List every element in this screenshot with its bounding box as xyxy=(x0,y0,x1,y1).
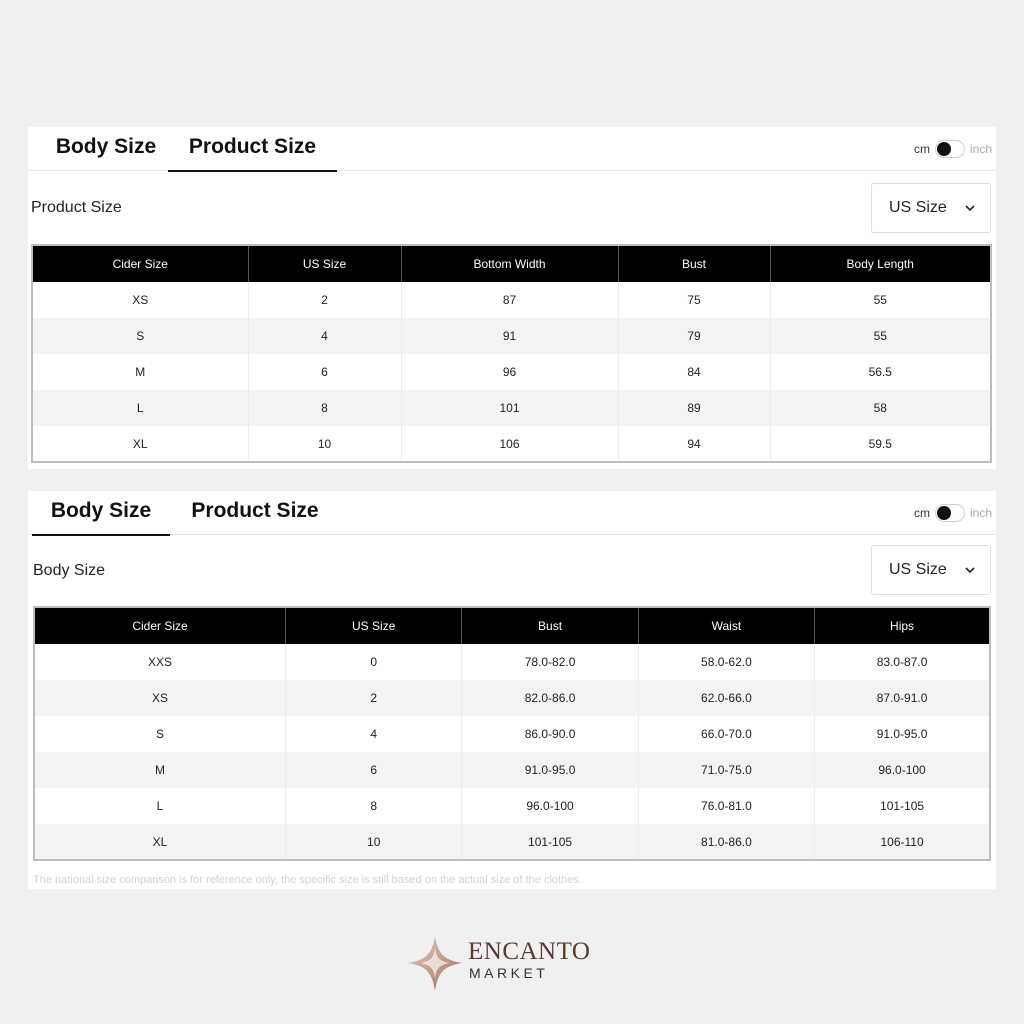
table-cell: 78.0-82.0 xyxy=(462,644,638,680)
table-cell: S xyxy=(34,716,286,752)
select-value: US Size xyxy=(889,199,947,216)
tab-product-size[interactable]: Product Size xyxy=(168,127,337,171)
product-size-panel xyxy=(28,127,996,469)
table-cell: L xyxy=(34,788,286,824)
table-cell: 91 xyxy=(401,318,618,354)
table-cell: 71.0-75.0 xyxy=(638,752,814,788)
table-cell: 101-105 xyxy=(462,824,638,860)
table-cell: 87 xyxy=(401,282,618,318)
table-cell: 58 xyxy=(770,390,991,426)
table-cell: 10 xyxy=(286,824,462,860)
table-cell: 79 xyxy=(618,318,770,354)
table-cell: 87.0-91.0 xyxy=(815,680,990,716)
table-cell: 106 xyxy=(401,426,618,462)
tab-product-size[interactable]: Product Size xyxy=(191,499,319,522)
product-size-table xyxy=(31,244,992,463)
table-cell: 62.0-66.0 xyxy=(638,680,814,716)
size-standard-select[interactable] xyxy=(871,545,991,595)
table-row xyxy=(34,752,990,788)
chevron-down-icon xyxy=(964,564,976,576)
table-cell: XS xyxy=(34,680,286,716)
table-cell: 94 xyxy=(618,426,770,462)
unit-inch-label: inch xyxy=(969,142,992,156)
table-cell: 83.0-87.0 xyxy=(876,655,928,669)
table-cell: 55 xyxy=(873,293,887,307)
table-cell: 96.0-100 xyxy=(815,752,990,788)
table-row xyxy=(32,354,991,390)
table-cell: XL xyxy=(34,824,286,860)
brand-logo xyxy=(408,934,598,994)
table-cell: 56.5 xyxy=(868,365,892,379)
size-tabs xyxy=(28,491,996,535)
table-cell: M xyxy=(32,354,248,390)
unit-switch xyxy=(914,502,992,524)
column-header: Cider Size xyxy=(32,245,248,282)
toggle-knob xyxy=(937,142,951,156)
table-row xyxy=(32,390,991,426)
table-cell: 2 xyxy=(248,282,401,318)
table-cell: 91.0-95.0 xyxy=(462,752,638,788)
size-tabs xyxy=(28,127,996,171)
table-cell: 101-105 xyxy=(880,799,925,813)
table-cell: 75 xyxy=(618,282,770,318)
table-cell: 91.0-95.0 xyxy=(876,727,928,741)
tab-body-size[interactable]: Body Size xyxy=(32,491,170,535)
column-header: Body Length xyxy=(770,245,991,282)
table-cell: 10 xyxy=(248,426,401,462)
table-cell: 82.0-86.0 xyxy=(462,680,638,716)
table-cell: L xyxy=(32,390,248,426)
table-cell: 89 xyxy=(618,390,770,426)
table-cell: 8 xyxy=(286,788,462,824)
table-cell: 106-110 xyxy=(815,824,990,860)
unit-inch-label: inch xyxy=(969,506,992,520)
table-row xyxy=(34,644,990,680)
section-title: Product Size xyxy=(31,199,122,216)
table-cell: 81.0-86.0 xyxy=(638,824,814,860)
table-cell: 0 xyxy=(286,644,462,680)
brand-name: ENCANTO xyxy=(468,938,591,965)
column-header: Bust xyxy=(618,245,770,282)
unit-switch xyxy=(914,138,992,160)
table-cell: XXS xyxy=(34,644,286,680)
table-cell: 6 xyxy=(248,354,401,390)
column-header: Cider Size xyxy=(34,607,286,644)
unit-cm-label: cm xyxy=(913,142,930,156)
tab-body-size[interactable]: Body Size xyxy=(55,135,157,158)
table-cell: 96.0-100 xyxy=(462,788,638,824)
table-cell: XS xyxy=(32,282,248,318)
unit-toggle[interactable] xyxy=(935,140,965,158)
table-cell: 96 xyxy=(401,354,618,390)
table-cell: 66.0-70.0 xyxy=(638,716,814,752)
column-header: US Size xyxy=(248,245,401,282)
body-size-panel xyxy=(28,491,996,889)
table-cell: S xyxy=(32,318,248,354)
column-header: US Size xyxy=(286,607,462,644)
select-value: US Size xyxy=(889,561,947,578)
brand-subtitle: MARKET xyxy=(469,965,549,981)
unit-cm-label: cm xyxy=(913,506,930,520)
table-row xyxy=(32,426,991,462)
body-size-table xyxy=(33,606,991,861)
size-standard-select[interactable] xyxy=(871,183,991,233)
table-row xyxy=(34,824,990,860)
table-cell: 58.0-62.0 xyxy=(638,644,814,680)
table-row xyxy=(34,680,990,716)
chevron-down-icon xyxy=(964,202,976,214)
size-disclaimer-note: The national size comparison is for reference only, the specific size is still based on the actual size of the clothes. xyxy=(33,874,582,886)
column-header: Hips xyxy=(815,607,990,644)
table-cell: 76.0-81.0 xyxy=(638,788,814,824)
table-row xyxy=(34,716,990,752)
toggle-knob xyxy=(937,506,951,520)
table-cell: 101 xyxy=(401,390,618,426)
column-header: Bust xyxy=(462,607,638,644)
unit-toggle[interactable] xyxy=(935,504,965,522)
table-cell: 8 xyxy=(248,390,401,426)
table-cell: XL xyxy=(32,426,248,462)
table-row xyxy=(32,318,991,354)
table-cell: 59.5 xyxy=(868,436,892,451)
table-cell: 84 xyxy=(618,354,770,390)
column-header: Waist xyxy=(638,607,814,644)
table-cell: M xyxy=(34,752,286,788)
table-cell: 6 xyxy=(286,752,462,788)
table-row xyxy=(34,788,990,824)
four-point-star-icon xyxy=(408,934,464,994)
section-title: Body Size xyxy=(33,562,106,579)
table-cell: 4 xyxy=(248,318,401,354)
table-cell: 55 xyxy=(770,318,991,354)
column-header: Bottom Width xyxy=(401,245,618,282)
table-cell: 86.0-90.0 xyxy=(462,716,638,752)
table-row xyxy=(32,282,991,318)
table-cell: 2 xyxy=(286,680,462,716)
table-cell: 4 xyxy=(286,716,462,752)
